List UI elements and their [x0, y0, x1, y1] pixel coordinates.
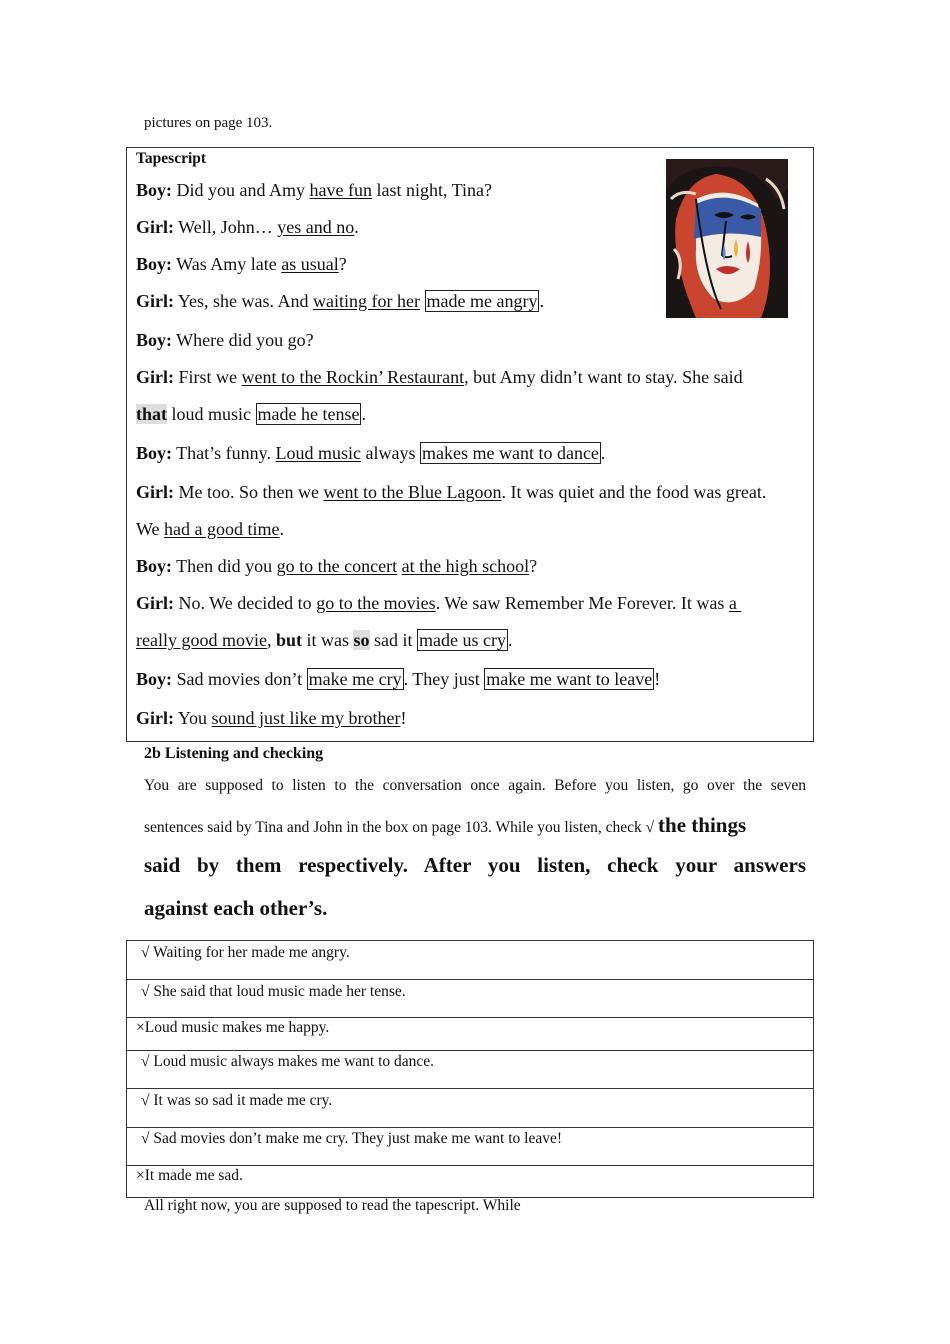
text-segment: Yes, she was. And	[174, 291, 314, 311]
text-segment: . It was quiet and the food was great.	[501, 482, 767, 502]
speaker-label: Girl:	[136, 217, 174, 237]
speaker-label: Girl:	[136, 593, 174, 613]
speaker-label: Boy:	[136, 556, 172, 576]
boxed-phrase: makes me want to dance	[421, 443, 599, 463]
tapescript-line	[136, 556, 537, 577]
crying-face-icon	[666, 159, 788, 318]
text-segment: Sad movies don’t	[172, 669, 307, 689]
answers-table	[126, 940, 814, 1198]
text-segment: . They just	[403, 669, 485, 689]
text-segment: !	[400, 708, 407, 728]
portrait-illustration	[666, 159, 788, 318]
boxed-phrase: made me angry	[426, 291, 538, 311]
speaker-label: Girl:	[136, 291, 174, 311]
text-segment	[420, 291, 425, 311]
highlighted-word: that	[136, 404, 167, 424]
text-segment: Me too. So then we	[174, 482, 324, 502]
underlined-phrase: Loud music	[275, 443, 361, 463]
highlighted-word: so	[353, 630, 370, 650]
answer-cell: √ It was so sad it made me cry.	[127, 1089, 814, 1128]
intro-text: pictures on page 103.	[144, 115, 273, 131]
speaker-label: Boy:	[136, 254, 172, 274]
underlined-phrase: had a good time	[164, 519, 280, 539]
tapescript-line	[136, 291, 544, 312]
instruction-line-2-plain: sentences said by Tina and John in the box on page 103. While you listen, check √	[144, 819, 659, 836]
table-row	[127, 1051, 814, 1089]
text-segment: Then did you	[172, 556, 277, 576]
tapescript-line	[136, 180, 492, 201]
section-heading-2b: 2b Listening and checking	[144, 745, 324, 762]
text-segment: loud music	[167, 404, 256, 424]
answer-cell: √ Waiting for her made me angry.	[127, 941, 814, 980]
instruction-line-1: You are supposed to listen to the conversation once again. Before you listen, go over the seven	[144, 777, 806, 794]
text-segment: .	[539, 291, 544, 311]
answer-cell: √ Sad movies don’t make me cry. They just make me want to leave!	[127, 1128, 814, 1166]
tapescript-line	[136, 630, 512, 651]
tapescript-line	[136, 217, 359, 238]
text-segment: !	[654, 669, 661, 689]
boxed-phrase: made us cry	[419, 630, 506, 650]
tapescript-line	[136, 708, 407, 729]
text-segment: . We saw Remember Me Forever. It was	[435, 593, 729, 613]
tapescript-line	[136, 367, 743, 388]
text-segment: ,	[266, 630, 276, 650]
table-row	[127, 941, 814, 980]
text-segment: .	[279, 519, 285, 539]
underlined-phrase: as usual	[281, 254, 339, 274]
text-segment: Well, John…	[174, 217, 278, 237]
tapescript-title: Tapescript	[136, 150, 207, 167]
underlined-phrase: really good movie	[136, 630, 267, 650]
underlined-phrase: went to the Blue Lagoon	[323, 482, 502, 502]
text-segment: First we	[174, 367, 242, 387]
answer-cell: √ Loud music always makes me want to dance.	[127, 1051, 814, 1089]
table-row	[127, 1128, 814, 1166]
text-segment: ?	[529, 556, 538, 576]
underlined-phrase: a	[728, 593, 742, 613]
speaker-label: Girl:	[136, 708, 174, 728]
boxed-phrase: make me want to leave	[486, 669, 653, 689]
table-row	[127, 1018, 814, 1051]
text-segment: .	[361, 404, 366, 424]
text-segment: Where did you go?	[172, 330, 314, 350]
table-row	[127, 1089, 814, 1128]
speaker-label: Girl:	[136, 482, 174, 502]
instruction-line-2	[144, 813, 806, 838]
text-segment: .	[507, 630, 513, 650]
table-row	[127, 980, 814, 1018]
outro-text: All right now, you are supposed to read the tapescript. While	[144, 1197, 521, 1214]
tapescript-line	[136, 593, 741, 614]
answer-cell: √ She said that loud music made her tense.	[127, 980, 814, 1018]
text-segment: No. We decided to	[174, 593, 317, 613]
underlined-phrase: go to the concert	[276, 556, 398, 576]
underlined-phrase: at the high school	[401, 556, 530, 576]
table-row	[127, 1166, 814, 1198]
text-segment: it	[402, 630, 418, 650]
text-segment: last night, Tina?	[371, 180, 492, 200]
bold-word: but	[275, 630, 302, 650]
text-segment: .	[600, 443, 606, 463]
tapescript-line	[136, 669, 660, 690]
boxed-phrase: make me cry	[308, 669, 402, 689]
underlined-phrase: yes and no	[277, 217, 355, 237]
text-segment: .	[354, 217, 359, 237]
tapescript-line	[136, 404, 366, 425]
text-segment: Was Amy late	[172, 254, 282, 274]
instruction-line-2-bold: the things	[658, 813, 747, 837]
speaker-label: Boy:	[136, 669, 172, 689]
speaker-label: Boy:	[136, 180, 172, 200]
text-segment: it was	[301, 630, 354, 650]
underlined-phrase: sound just like my brother	[211, 708, 401, 728]
text-segment: ?	[338, 254, 347, 274]
underlined-phrase: go to the movies	[316, 593, 436, 613]
tapescript-line	[136, 330, 314, 351]
text-segment: We	[136, 519, 165, 539]
text-segment: always	[361, 443, 420, 463]
text-segment: Did you and Amy	[172, 180, 310, 200]
underlined-phrase: waiting for her	[313, 291, 420, 311]
speaker-label: Boy:	[136, 330, 172, 350]
tapescript-line	[136, 482, 766, 503]
underlined-phrase: have fun	[309, 180, 372, 200]
tapescript-line	[136, 519, 284, 540]
text-segment: You	[174, 708, 212, 728]
speaker-label: Boy:	[136, 443, 172, 463]
text-segment: , but Amy didn’t want to stay. She said	[464, 367, 743, 387]
answer-cell: ×It made me sad.	[127, 1166, 814, 1198]
tapescript-line	[136, 254, 347, 275]
text-segment: That’s funny.	[172, 443, 276, 463]
speaker-label: Girl:	[136, 367, 174, 387]
tapescript-box	[126, 147, 814, 742]
tapescript-line	[136, 443, 605, 464]
text-segment: sad	[369, 630, 403, 650]
boxed-phrase: made he tense	[257, 404, 360, 424]
underlined-phrase: went to the Rockin’ Restaurant	[241, 367, 465, 387]
instruction-line-3: said by them respectively. After you listen, check your answers	[144, 853, 806, 877]
answer-cell: ×Loud music makes me happy.	[127, 1018, 814, 1051]
instruction-line-4: against each other’s.	[144, 896, 328, 920]
